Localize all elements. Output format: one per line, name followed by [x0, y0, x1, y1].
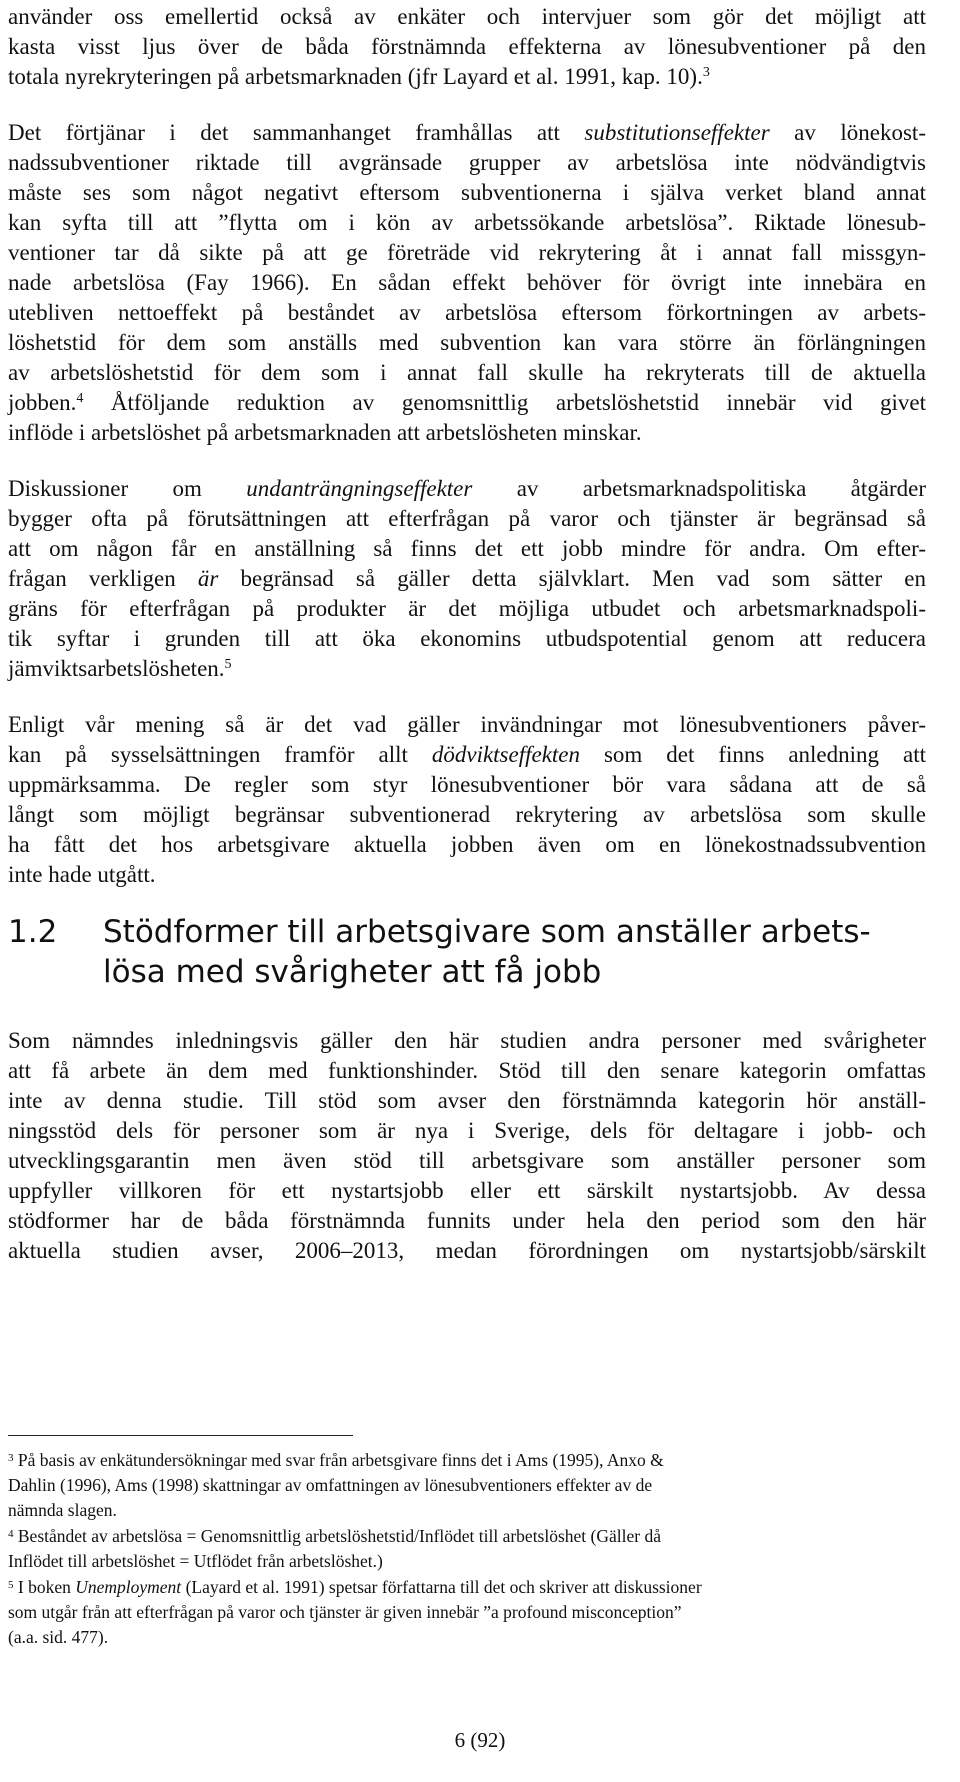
text-line: nade arbetslösa (Fay 1966). En sådan effekt behöver för övrigt inte innebära en [8, 270, 926, 295]
text-span: Diskussioner om [8, 476, 247, 501]
footnote-3 [8, 1448, 926, 1472]
text-line: att om någon får en anställning så finns det ett jobb mindre för andra. Om efter- [8, 536, 926, 561]
text-line [8, 564, 926, 594]
emphasis-term: substitutionseffekter [584, 120, 770, 145]
section-number: 1.2 [8, 914, 58, 950]
text-line: nadssubventioner riktade till avgränsade grupper av arbetslösa inte nödvändigtvis [8, 150, 926, 175]
text-line: aktuella studien avser, 2006–2013, medan förordningen om nystartsjobb/särskilt [8, 1238, 926, 1263]
footnote-ref-4[interactable]: 4 [76, 391, 84, 406]
text-line: kasta visst ljus över de båda förstnämnda effekterna av lönesubventioner på den [8, 34, 926, 59]
text-line [8, 62, 926, 92]
text-line: att få arbete än dem med funktionshinder. Stöd till den senare kategorin omfattas [8, 1058, 926, 1083]
footnote-number: 4 [8, 1528, 14, 1540]
text-line: måste ses som något negativt eftersom subventionerna i själva verket bland annat [8, 180, 926, 205]
text-span: kan på sysselsättningen framför allt [8, 742, 432, 767]
text-line [8, 740, 926, 770]
footnote-line: Dahlin (1996), Ams (1998) skattningar av omfattningen av lönesubventioners effekter av de [8, 1475, 653, 1495]
heading-line [8, 912, 938, 952]
text-line: inte av denna studie. Till stöd som avser den förstnämnda kategorin hör anställ- [8, 1088, 926, 1113]
emphasis-term: dödviktseffekten [431, 742, 581, 767]
text-span: På basis av enkätundersökningar med svar från arbetsgivare finns det i Ams (1995), Anxo & [13, 1450, 664, 1470]
text-span: frågan verkligen [8, 566, 198, 591]
text-line: uppfyller villkoren för ett nystartsjobb eller ett särskilt nystartsjobb. Av dessa [8, 1178, 926, 1203]
footnote-ref-3[interactable]: 3 [702, 65, 710, 80]
text-line: av arbetslöshetstid för dem som i annat fall skulle ha rekryterats till de aktuella [8, 360, 926, 385]
footnote-number: 3 [8, 1452, 14, 1464]
text-span: Åtföljande reduktion av genomsnittlig arbetslöshetstid innebär vid givet [83, 390, 926, 415]
footnote-line: som utgår från att efterfrågan på varor och tjänster är given innebär ”a profound misconception” [8, 1602, 682, 1622]
text-span: I boken [13, 1577, 76, 1597]
section-title-line1: Stödformer till arbetsgivare som anställer arbets- [103, 914, 871, 950]
text-line: Som nämndes inledningsvis gäller den här studien andra personer med svårigheter [8, 1028, 926, 1053]
footnote-5 [8, 1575, 926, 1599]
text-line [8, 118, 926, 148]
text-line: utvecklingsgarantin men även stöd till arbetsgivare som anställer personer som [8, 1148, 926, 1173]
text-line: gräns för efterfrågan på produkter är det möjliga utbudet och arbetsmarknadspoli- [8, 596, 926, 621]
text-line: löshetstid för dem som anställs med subvention kan vara större än förlängningen [8, 330, 926, 355]
footnote-line: (a.a. sid. 477). [8, 1627, 109, 1647]
text-span: begränsad så gäller detta självklart. Men vad som sätter en [218, 566, 926, 591]
section-title-line2: lösa med svårigheter att få jobb [103, 954, 602, 990]
text-line: ha fått det hos arbetsgivare aktuella jobben även om en lönekostnadssubvention [8, 832, 926, 857]
emphasis-term: är [197, 566, 219, 591]
text-line [8, 474, 926, 504]
text-line: kan syfta till att ”flytta om i kön av arbetssökande arbetslösa”. Riktade lönesub- [8, 210, 926, 235]
text-line: stödformer har de båda förstnämnda funnits under hela den period som den här [8, 1208, 926, 1233]
footnote-line: nämnda slagen. [8, 1500, 117, 1520]
text-span: Det förtjänar i det sammanhanget framhållas att [8, 120, 585, 145]
text-span: totala nyrekryteringen på arbetsmarknaden (jfr Layard et al. 1991, kap. 10). [8, 64, 703, 89]
text-span: (Layard et al. 1991) spetsar författarna till det och skriver att diskussioner [181, 1577, 702, 1597]
text-span: Beståndet av arbetslösa = Genomsnittlig arbetslöshetstid/Inflödet till arbetslöshet (Gäller då [13, 1526, 661, 1546]
emphasis-term: undanträngningseffekter [246, 476, 473, 501]
page-number: 6 (92) [454, 1728, 506, 1752]
footnote-ref-5[interactable]: 5 [224, 657, 232, 672]
text-line: ventioner tar då sikte på att ge företräde vid rekrytering åt i annat fall missgyn- [8, 240, 926, 265]
text-span: som det finns anledning att [580, 742, 926, 767]
text-line: inflöde i arbetslöshet på arbetsmarknaden att arbetslösheten minskar. [8, 420, 642, 445]
emphasis-title: Unemployment [75, 1577, 182, 1597]
text-line: uppmärksamma. De regler som styr lönesubventioner bör vara sådana att de så [8, 772, 926, 797]
text-span: jämviktsarbetslösheten. [8, 656, 225, 681]
text-line: bygger ofta på förutsättningen att efterfrågan på varor och tjänster är begränsad så [8, 506, 926, 531]
footnote-line: Inflödet till arbetslöshet = Utflödet från arbetslöshet.) [8, 1551, 383, 1571]
footnote-4 [8, 1524, 926, 1548]
text-line [8, 388, 926, 418]
text-span: av lönekost- [769, 120, 926, 145]
footnote-separator [8, 1435, 353, 1436]
text-line: utebliven nettoeffekt på beståndet av arbetslösa eftersom förkortningen av arbets- [8, 300, 926, 325]
text-line: tik syftar i grunden till att öka ekonomins utbudspotential genom att reducera [8, 626, 926, 651]
text-line: inte hade utgått. [8, 862, 156, 887]
text-span: av arbetsmarknadspolitiska åtgärder [472, 476, 926, 501]
footnote-number: 5 [8, 1579, 14, 1591]
text-line: ningsstöd dels för personer som är nya i Sverige, dels för deltagare i jobb- och [8, 1118, 926, 1143]
text-line: använder oss emellertid också av enkäter och intervjuer som gör det möjligt att [8, 4, 926, 29]
text-line: Enligt vår mening så är det vad gäller invändningar mot lönesubventioners påver- [8, 712, 926, 737]
text-span: jobben. [8, 390, 77, 415]
text-line [8, 654, 926, 684]
text-line: långt som möjligt begränsar subventionerad rekrytering av arbetslösa som skulle [8, 802, 926, 827]
